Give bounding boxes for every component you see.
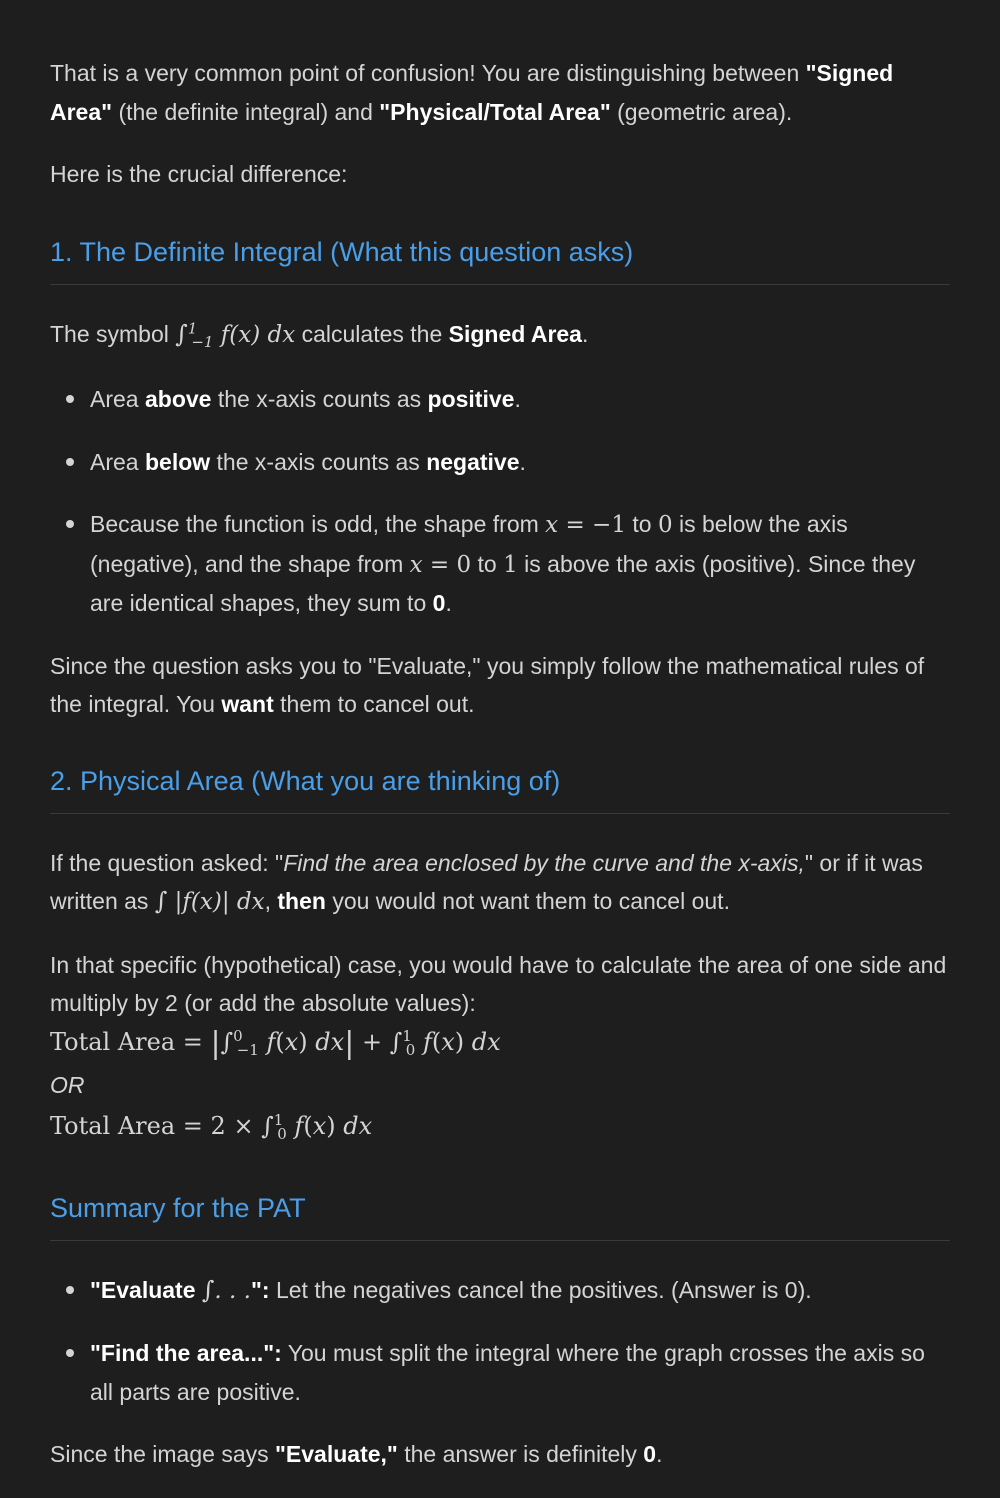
final-paragraph: Since the image says "Evaluate," the answer is definitely 0. [50,1441,663,1467]
list-item: Area above the x-axis counts as positive. [50,380,950,419]
list-item: "Find the area...": You must split the integral where the graph crosses the axis so all parts are positive. [50,1334,950,1411]
or-label: OR [50,1071,85,1098]
total-area-equation-2: Total Area = 2 × ∫$^1_0$ f(x) dx [50,1110,373,1144]
evaluate-integral-symbol: ∫. . . [201,1275,251,1304]
integral-formula: ∫$^1_{-1}$ f(x) dx [175,318,296,352]
signed-area-term: "Signed Area" [50,60,894,125]
signed-area-list [50,380,950,623]
symbol-paragraph: The symbol ∫$^1_{-1}$ f(x) dx calculates the Signed Area. [50,318,589,352]
list-item: Area below the x-axis counts as negative. [50,443,950,482]
math-x-eq-neg1: x [545,512,559,538]
physical-area-paragraph: If the question asked: "Find the area enclosed by the curve and the x-axis," or if it was written as ∫ |f(x)| dx, then you would not want them to cancel out. [50,849,923,915]
evaluate-paragraph: Since the question asks you to "Evaluate," you simply follow the mathematical rules of the integral. You want them to cancel out. [50,652,925,717]
hypothetical-paragraph: In that specific (hypothetical) case, you would have to calculate the area of one side and multiply by 2 (or add the absolute values): [50,951,947,1016]
summary-list [50,1271,950,1412]
summary-heading: Summary for the PAT [50,1189,950,1241]
intro-paragraph: That is a very common point of confusion! You are distinguishing between "Signed Area" (the definite integral) and "Physical/Total Area" (geometric area). [50,60,894,125]
section2-heading: 2. Physical Area (What you are thinking of) [50,762,950,814]
total-area-term: "Physical/Total Area" [379,98,611,125]
section1-heading: 1. The Definite Integral (What this question asks) [50,233,950,285]
abs-integral-formula: ∫ |f(x)| dx [154,887,265,915]
total-area-equation-1: Total Area = |∫$^0_{-1}$ f(x) dx| + ∫$^1_0$ f(x) dx [50,1025,501,1061]
intro-lead: Here is the crucial difference: [50,161,348,187]
list-item: "Evaluate ∫. . .": Let the negatives cancel the positives. (Answer is 0). [50,1271,950,1311]
list-item: Because the function is odd, the shape from x = −1 to 0 is below the axis (negative), and the shape from x = 0 to 1 is above the axis (positive). Since they are identical shapes, they sum to 0. [50,505,950,623]
